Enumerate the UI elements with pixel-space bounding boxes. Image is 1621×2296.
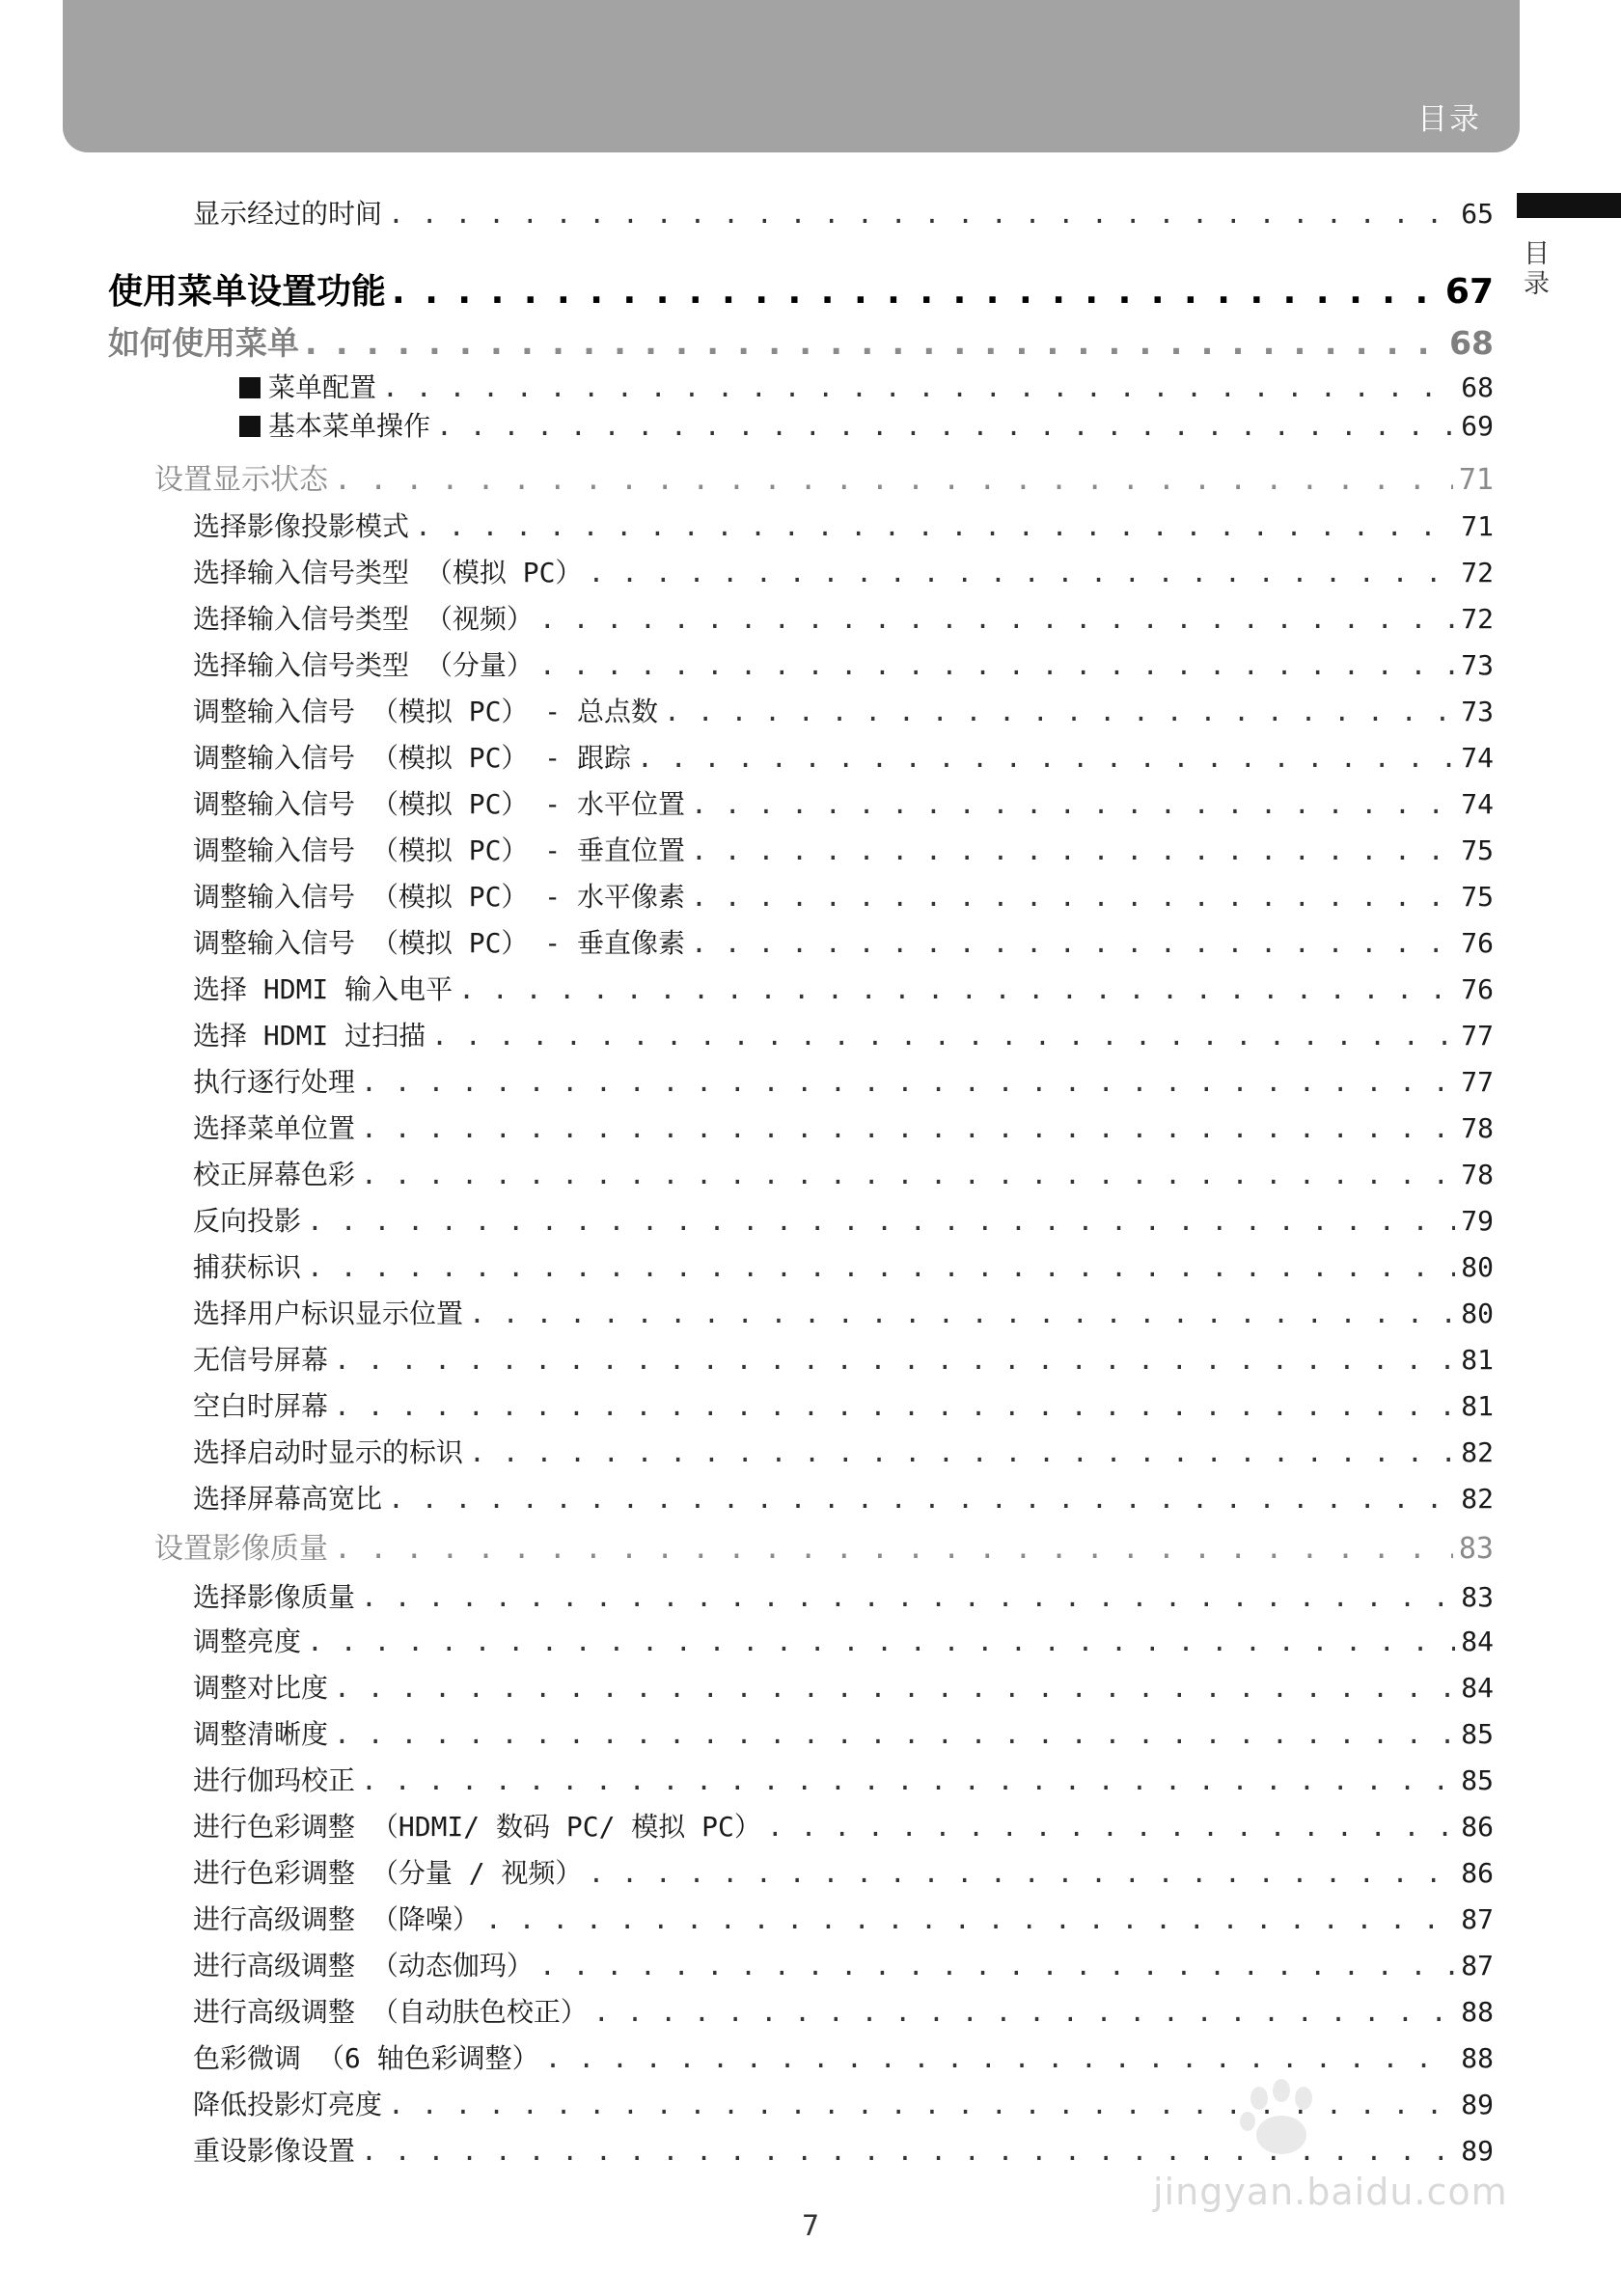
toc-entry-page: 78 [1461,1159,1494,1190]
toc-entry [193,1899,1494,1937]
toc-entry-text: 校正屏幕色彩 [193,1159,356,1190]
toc-entry-page: 86 [1461,1811,1494,1843]
toc-entry-title [239,367,376,405]
toc-entry-text: 菜单配置 [268,371,377,403]
toc-entry [193,193,1494,232]
toc-leader-dots [691,927,1455,959]
toc-entry [193,969,1494,1007]
toc-entry-page: 72 [1461,557,1494,588]
toc-entry-page: 77 [1461,1066,1494,1098]
toc-entry-page: 69 [1461,410,1494,442]
square-bullet-icon [239,377,261,398]
toc-entry [154,1524,1494,1567]
toc-entry [193,1806,1494,1845]
toc-entry-text: 进行色彩调整 （HDMI/ 数码 PC/ 模拟 PC） [193,1811,761,1843]
toc-entry-text: 选择输入信号类型 （分量） [193,649,534,681]
toc-entry-title [193,1806,761,1845]
header-title: 目录 [1417,102,1481,137]
toc-entry-title [193,969,453,1007]
toc-entry-text: 选择 HDMI 输入电平 [193,973,453,1005]
toc-entry-title [193,644,534,683]
toc-leader-dots [545,2042,1456,2074]
toc-entry [193,1432,1494,1470]
toc-entry [193,506,1494,544]
toc-leader-dots [691,881,1455,913]
toc-entry-text: 进行色彩调整 （分量 / 视频） [193,1857,583,1889]
toc-leader-dots [637,742,1455,774]
toc-entry-title [108,264,386,314]
toc-leader-dots [539,1950,1455,1982]
toc-entry-text: 选择影像投影模式 [193,510,410,542]
toc-entry-page: 80 [1461,1251,1494,1283]
toc-entry-title [108,318,299,364]
toc-entry-text: 选择启动时显示的标识 [193,1436,464,1468]
toc-leader-dots [588,1857,1455,1889]
toc-entry-text: 反向投影 [193,1205,302,1237]
toc-leader-dots [431,1020,1455,1052]
toc-entry-page: 68 [1461,371,1494,403]
toc-entry-page: 73 [1461,696,1494,727]
toc-entry-page: 75 [1461,834,1494,866]
toc-leader-dots [593,1996,1455,2028]
toc-entry [193,922,1494,961]
toc-entry-title [193,1432,463,1470]
toc-entry-page: 71 [1461,510,1494,542]
toc-entry-title [193,1293,463,1331]
toc-entry-page: 89 [1461,2135,1494,2167]
toc-entry [193,1478,1494,1517]
toc-leader-dots [436,410,1455,442]
toc-entry-title [193,1385,328,1424]
toc-entry-title [193,1760,355,1798]
toc-entry-text: 显示经过的时间 [193,198,383,230]
toc-leader-dots [361,1764,1455,1796]
toc-entry-title [193,2130,355,2169]
toc-entry-title [193,1015,426,1053]
toc-entry [193,598,1494,637]
toc-entry-title [193,1107,355,1146]
toc-entry-title [193,1246,301,1285]
toc-entry-title [193,598,534,637]
toc-entry [193,1621,1494,1659]
toc-entry [193,1576,1494,1615]
square-bullet-icon [239,416,261,437]
toc-entry-page: 85 [1461,1764,1494,1796]
toc-leader-dots [307,1251,1455,1283]
toc-entry [193,1015,1494,1053]
toc-entry [193,1200,1494,1239]
toc-leader-dots [361,1112,1455,1144]
toc-leader-dots [485,1903,1455,1935]
toc-entry-title [193,1945,534,1983]
toc-entry [193,1945,1494,1983]
page-number: 7 [801,2209,820,2242]
toc-entry-text: 如何使用菜单 [108,324,299,362]
toc-entry-page: 72 [1461,603,1494,635]
toc-entry-page: 71 [1458,463,1494,497]
toc-leader-dots [307,1626,1455,1657]
toc-entry-text: 捕获标识 [193,1251,302,1283]
toc-entry-title [154,1524,328,1567]
toc-entry-text: 重设影像设置 [193,2135,356,2167]
toc-leader-dots [588,557,1455,588]
toc-entry-page: 81 [1461,1390,1494,1422]
toc-entry [193,1991,1494,2030]
toc-entry [239,405,1494,444]
toc-entry-text: 基本菜单操作 [268,410,431,442]
toc-entry-page: 87 [1461,1903,1494,1935]
toc-entry-title [193,1061,355,1100]
toc-entry-text: 调整亮度 [193,1626,302,1657]
toc-entry-page: 82 [1461,1436,1494,1468]
toc-entry-text: 进行高级调整 （动态伽玛） [193,1950,534,1982]
toc-entry-text: 选择输入信号类型 （视频） [193,603,534,635]
toc-entry-page: 87 [1461,1950,1494,1982]
toc-entry-title [193,193,382,232]
toc-entry-text: 选择菜单位置 [193,1112,356,1144]
toc-entry [193,1293,1494,1331]
toc-entry [193,1852,1494,1891]
toc-leader-dots [469,1436,1455,1468]
toc-leader-dots [361,1066,1455,1098]
toc-entry-page: 81 [1461,1344,1494,1376]
toc-entry-text: 选择影像质量 [193,1581,356,1613]
toc-leader-dots [382,371,1455,403]
toc-entry-title [193,506,409,544]
toc-leader-dots [388,1483,1455,1515]
toc-entry [154,455,1494,498]
toc-entry [193,1154,1494,1192]
toc-entry-page: 89 [1461,2089,1494,2120]
toc-leader-dots [334,463,1453,497]
toc-entry-title [193,922,685,961]
toc-leader-dots [334,1532,1453,1566]
toc-entry-page: 88 [1461,2042,1494,2074]
toc-entry-text: 调整输入信号 （模拟 PC） - 垂直像素 [193,927,686,959]
toc-leader-dots [691,834,1455,866]
toc-entry [193,737,1494,776]
toc-entry-title [239,405,430,444]
toc-leader-dots [334,1390,1455,1422]
toc-entry-text: 无信号屏幕 [193,1344,329,1376]
toc-entry-text: 进行高级调整 （降噪） [193,1903,480,1935]
toc-entry-text: 使用菜单设置功能 [108,272,387,312]
toc-entry-text: 调整清晰度 [193,1718,329,1750]
toc-entry-title [193,1200,301,1239]
toc-entry-page: 67 [1444,272,1494,312]
toc-entry-text: 调整输入信号 （模拟 PC） - 跟踪 [193,742,632,774]
toc-entry-page: 74 [1461,742,1494,774]
toc-entry-page: 75 [1461,881,1494,913]
toc-entry-page: 84 [1461,1672,1494,1704]
toc-entry [193,1667,1494,1706]
toc-entry-page: 78 [1461,1112,1494,1144]
toc-entry-title [193,1713,328,1752]
toc-leader-dots [539,649,1455,681]
toc-entry-text: 调整输入信号 （模拟 PC） - 总点数 [193,696,659,727]
toc-entry [193,644,1494,683]
toc-entry-text: 调整输入信号 （模拟 PC） - 垂直位置 [193,834,686,866]
toc-leader-dots [392,272,1440,312]
toc-entry [193,1061,1494,1100]
toc-entry [193,783,1494,822]
toc-entry-text: 进行伽玛校正 [193,1764,356,1796]
toc-entry-title [193,1667,328,1706]
toc-leader-dots [415,510,1455,542]
toc-leader-dots [334,1344,1455,1376]
toc-entry-title [193,830,685,868]
toc-entry [193,1385,1494,1424]
toc-entry [193,2037,1494,2076]
toc-entry-page: 73 [1461,649,1494,681]
toc-leader-dots [361,1581,1455,1613]
toc-entry-page: 74 [1461,788,1494,820]
toc-entry-text: 执行逐行处理 [193,1066,356,1098]
toc-entry-title [193,1576,355,1615]
toc-entry-text: 空白时屏幕 [193,1390,329,1422]
toc-entry-text: 选择屏幕高宽比 [193,1483,383,1515]
toc-leader-dots [361,1159,1455,1190]
toc-entry-title [193,1852,582,1891]
toc-entry-page: 83 [1461,1581,1494,1613]
toc-leader-dots [691,788,1455,820]
toc-entry-page: 68 [1449,324,1494,362]
toc-entry [193,552,1494,590]
toc-entry-text: 设置影像质量 [154,1532,328,1566]
toc-entry-title [193,2037,539,2076]
toc-entry [193,691,1494,729]
toc-entry [239,367,1494,405]
toc-entry [193,830,1494,868]
toc-entry [193,876,1494,915]
toc-entry-page: 83 [1458,1532,1494,1566]
toc-entry [193,1339,1494,1378]
toc-entry-page: 85 [1461,1718,1494,1750]
side-tab-label: 目录 [1519,239,1549,299]
toc-entry-text: 选择 HDMI 过扫描 [193,1020,426,1052]
toc-entry-text: 选择输入信号类型 （模拟 PC） [193,557,583,588]
toc-entry-page: 88 [1461,1996,1494,2028]
toc-entry-page: 77 [1461,1020,1494,1052]
toc-entry-page: 79 [1461,1205,1494,1237]
toc-entry-text: 进行高级调整 （自动肤色校正） [193,1996,588,2028]
toc-entry-title [193,1991,588,2030]
toc-leader-dots [307,1205,1455,1237]
toc-leader-dots [388,198,1455,230]
toc-leader-dots [458,973,1455,1005]
toc-entry-text: 调整输入信号 （模拟 PC） - 水平像素 [193,881,686,913]
toc-entry-page: 76 [1461,927,1494,959]
toc-entry [193,1107,1494,1146]
toc-entry-page: 82 [1461,1483,1494,1515]
toc-entry-title [154,455,328,498]
toc-entry-title [193,783,685,822]
toc-entry-title [193,1339,328,1378]
toc-entry [193,1760,1494,1798]
toc-entry [193,1246,1494,1285]
toc-entry-title [193,737,631,776]
toc-entry-title [193,1154,355,1192]
toc-entry-text: 降低投影灯亮度 [193,2089,383,2120]
toc-entry-text: 调整输入信号 （模拟 PC） - 水平位置 [193,788,686,820]
toc-entry-title [193,1621,301,1659]
toc-entry-page: 80 [1461,1298,1494,1329]
toc-entry-text: 设置显示状态 [154,463,328,497]
toc-leader-dots [334,1672,1455,1704]
toc-entry-page: 86 [1461,1857,1494,1889]
toc-entry-text: 调整对比度 [193,1672,329,1704]
toc-leader-dots [334,1718,1455,1750]
toc-entry-page: 76 [1461,973,1494,1005]
toc-entry-title [193,552,582,590]
toc-entry-page: 84 [1461,1626,1494,1657]
toc-leader-dots [664,696,1455,727]
watermark-url: jingyan.baidu.com [1153,2171,1508,2213]
toc-entry-title [193,876,685,915]
toc-entry [193,1713,1494,1752]
toc-leader-dots [305,324,1443,362]
toc-entry-text: 色彩微调 （6 轴色彩调整） [193,2042,539,2074]
toc-leader-dots [469,1298,1455,1329]
toc-entry-page: 65 [1461,198,1494,230]
toc-entry-title [193,2084,382,2122]
toc-leader-dots [539,603,1455,635]
toc-entry-title [193,1478,382,1517]
toc-entry [108,264,1494,314]
toc-entry-title [193,1899,480,1937]
toc-entry-text: 选择用户标识显示位置 [193,1298,464,1329]
toc-leader-dots [767,1811,1455,1843]
toc-entry [108,318,1494,364]
toc-entry-title [193,691,658,729]
